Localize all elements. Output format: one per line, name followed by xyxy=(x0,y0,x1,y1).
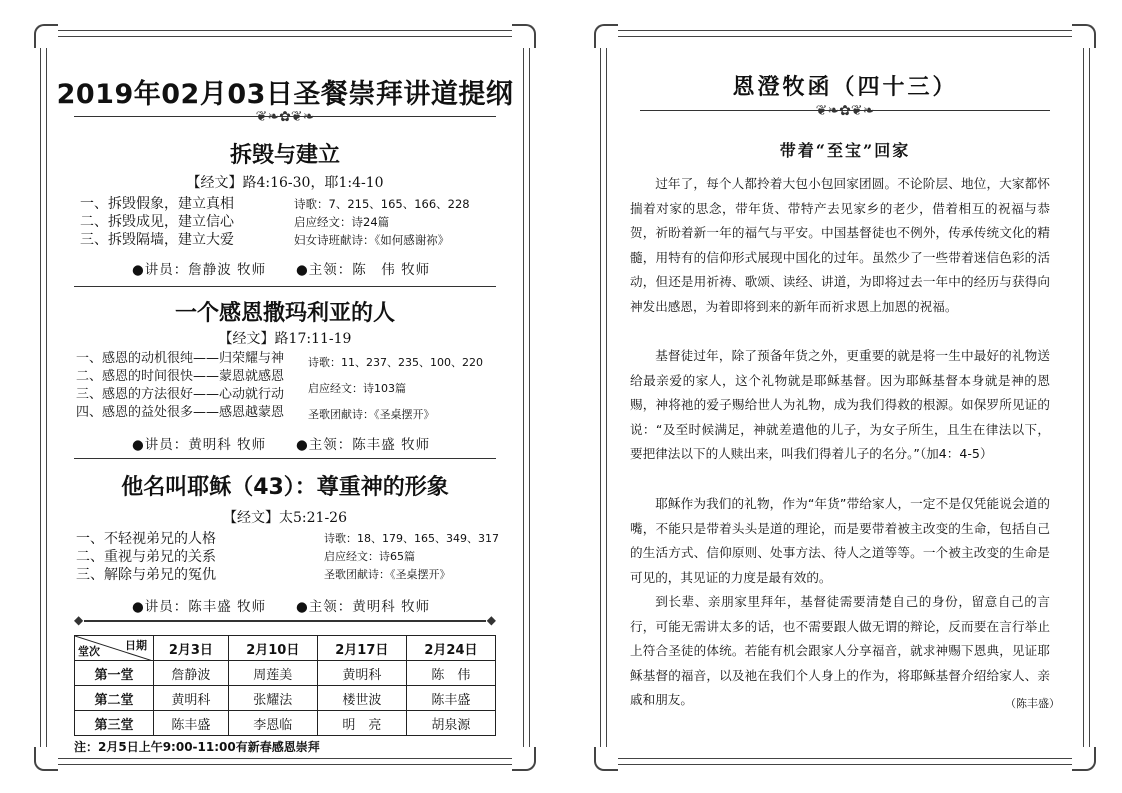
sermon-point: 一、不轻视弟兄的人格 xyxy=(76,531,216,547)
section-divider xyxy=(74,458,496,459)
hymn-numbers: 诗歌：7、215、165、166、228 xyxy=(294,197,470,211)
choir-anthem: 圣歌团献诗：《圣桌摆开》 xyxy=(324,568,451,581)
sermon-points xyxy=(80,195,234,249)
sermon-point: 三、解除与弟兄的冤仇 xyxy=(76,567,216,583)
leader: ●主领：陈 伟 牧师 xyxy=(296,262,431,278)
table-corner-cell xyxy=(75,636,154,661)
sermon-title: 一个感恩撒玛利亚的人 xyxy=(174,301,395,326)
letter-paragraph: 耶稣作为我们的礼物，作为“年货”带给家人，一定不是仅凭能说会道的嘴，不能只是带着头头是道的理论，而是要带着被主改变的生命，包括自己的生活方式、信仰原则、处事方法、待人之道等等。一个被主改变的生命是可见的，其见证的力度是最有效的。 xyxy=(630,496,1050,585)
date-header: 2月10日 xyxy=(228,636,317,661)
speaker: ●讲员：黄明科 牧师 xyxy=(132,437,267,453)
hymn-info xyxy=(324,530,499,584)
sermon-title: 拆毁与建立 xyxy=(229,143,340,168)
scripture-ref: 路4:16-30，耶1:4-10 xyxy=(242,175,384,191)
speaker: ●讲员：陈丰盛 牧师 xyxy=(132,599,267,615)
table-cell: 陈 伟 xyxy=(406,661,495,686)
corner-ornament xyxy=(1072,24,1096,48)
scripture-tag: 【经文】 xyxy=(186,175,243,191)
speaker: ●讲员：詹静波 牧师 xyxy=(132,262,267,278)
scripture-ref: 太5:21-26 xyxy=(279,510,347,526)
sermon-point: 二、感恩的时间很快——蒙恩就感恩 xyxy=(76,369,285,384)
table-cell: 詹静波 xyxy=(154,661,229,686)
responsive-reading: 启应经文：诗24篇 xyxy=(294,215,390,229)
diamond-ornament-icon: ◆ xyxy=(486,613,496,627)
sermon-point: 三、感恩的方法很好——心动就行动 xyxy=(76,387,285,402)
table-cell: 胡泉源 xyxy=(406,711,495,736)
preaching-schedule-table xyxy=(74,635,496,736)
table-header-row xyxy=(75,636,496,661)
corner-ornament xyxy=(594,24,618,48)
footnote: 注：2月5日上午9:00-11:00有新春感恩崇拜 xyxy=(74,740,320,754)
right-panel xyxy=(600,30,1090,765)
table-cell: 李恩临 xyxy=(228,711,317,736)
table-cell: 张耀法 xyxy=(228,686,317,711)
hymn-numbers: 诗歌：11、237、235、100、220 xyxy=(308,356,483,369)
scripture-tag: 【经文】 xyxy=(223,510,279,526)
responsive-reading: 启应经文：诗65篇 xyxy=(324,550,415,563)
table-row xyxy=(75,661,496,686)
letter-author: （陈丰盛） xyxy=(1005,697,1060,710)
letter-subtitle: 带着“至宝”回家 xyxy=(779,141,911,160)
outline-title: 2019年02月03日圣餐崇拜讲道提纲 xyxy=(56,79,514,110)
date-header: 2月3日 xyxy=(154,636,229,661)
scripture-tag: 【经文】 xyxy=(218,331,275,347)
scripture-line xyxy=(40,507,530,527)
sermon-points xyxy=(76,350,284,422)
pastoral-letter-title: 恩澄牧函（四十三） xyxy=(732,74,958,100)
sermon-point: 三、拆毁隔墙，建立大爱 xyxy=(80,232,234,248)
leader: ●主领：陈丰盛 牧师 xyxy=(296,437,431,453)
corner-date-label: 日期 xyxy=(125,639,147,652)
corner-ornament xyxy=(34,747,58,771)
hymn-info xyxy=(294,195,470,249)
corner-ornament xyxy=(512,24,536,48)
sermon-points xyxy=(76,530,216,584)
scripture-line xyxy=(40,172,530,192)
corner-ornament xyxy=(594,747,618,771)
hymn-info xyxy=(308,350,483,428)
date-header: 2月24日 xyxy=(406,636,495,661)
letter-paragraph: 基督徒过年，除了预备年货之外，更重要的就是将一生中最好的礼物送给最亲爱的家人，这个礼物就是耶稣基督。因为耶稣基督本身就是神的恩赐，神将祂的爱子赐给世人为礼物，成为我们得救的根源。如保罗所见证的说：“及至时候满足，神就差遣他的儿子，为女子所生，且生在律法以下，要把律法以下的人赎出来，叫我们得着儿子的名分。”（加4：4-5） xyxy=(630,348,1050,461)
diamond-ornament-icon: ◆ xyxy=(74,613,84,627)
corner-ornament xyxy=(512,747,536,771)
service-label: 第三堂 xyxy=(75,711,154,736)
sermon-point: 二、拆毁成见，建立信心 xyxy=(80,214,234,230)
scripture-line xyxy=(40,328,530,348)
sermon-point: 二、重视与弟兄的关系 xyxy=(76,549,216,565)
leader: ●主领：黄明科 牧师 xyxy=(296,599,431,615)
sermon-point: 一、拆毁假象，建立真相 xyxy=(80,196,234,212)
choir-anthem: 圣歌团献诗：《圣桌摆开》 xyxy=(308,408,435,421)
scroll-ornament-icon: ❦❧✿❦❧ xyxy=(815,103,875,119)
table-cell: 周莲美 xyxy=(228,661,317,686)
responsive-reading: 启应经文：诗103篇 xyxy=(308,382,406,395)
service-label: 第二堂 xyxy=(75,686,154,711)
scripture-ref: 路17:11-19 xyxy=(274,331,352,347)
table-cell: 黄明科 xyxy=(317,661,406,686)
hymn-numbers: 诗歌：18、179、165、349、317 xyxy=(324,532,499,545)
table-cell: 陈丰盛 xyxy=(154,711,229,736)
letter-paragraph: 过年了，每个人都拎着大包小包回家团圆。不论阶层、地位，大家都怀揣着对家的思念，带年货、带特产去见家乡的老少，借着相互的祝福与恭贺，祈盼着新一年的福气与平安。中国基督徒也不例外，传承传统文化的精髓，用特有的信仰形式展现中国化的过年。虽然少了一些带着迷信色彩的活动，但还是用祈祷、歌颂、读经、讲道，为即将过去一年中的经历与获得向神发出感恩，为着即将到来的新年而祈求恩上加恩的祝福。 xyxy=(630,176,1050,314)
corner-ornament xyxy=(34,24,58,48)
left-panel xyxy=(40,30,530,765)
choir-anthem: 妇女诗班献诗：《如何感谢祢》 xyxy=(294,233,450,247)
corner-service-label: 堂次 xyxy=(78,645,100,658)
letter-paragraph: 到长辈、亲朋家里拜年，基督徒需要清楚自己的身份，留意自己的言行，可能无需讲太多的话，也不需要跟人做无谓的辩论，反而要在言行举止上符合圣徒的体统。若能有机会跟家人分享福音，就求神赐下恩典，见证耶稣基督的福音，以及祂在我们个人身上的作为，将耶稣基督介绍给家人、亲戚和朋友。 xyxy=(630,594,1050,707)
corner-ornament xyxy=(1072,747,1096,771)
sermon-title: 他名叫耶稣（43）：尊重神的形象 xyxy=(121,475,449,500)
table-cell: 黄明科 xyxy=(154,686,229,711)
table-cell: 陈丰盛 xyxy=(406,686,495,711)
table-cell: 明 亮 xyxy=(317,711,406,736)
section-divider xyxy=(74,286,496,287)
table-row xyxy=(75,686,496,711)
service-label: 第一堂 xyxy=(75,661,154,686)
scroll-ornament-icon: ❦❧✿❦❧ xyxy=(255,109,315,125)
sermon-point: 四、感恩的益处很多——感恩越蒙恩 xyxy=(76,405,285,420)
date-header: 2月17日 xyxy=(317,636,406,661)
table-cell: 楼世波 xyxy=(317,686,406,711)
sermon-point: 一、感恩的动机很纯——归荣耀与神 xyxy=(76,351,285,366)
table-row xyxy=(75,711,496,736)
